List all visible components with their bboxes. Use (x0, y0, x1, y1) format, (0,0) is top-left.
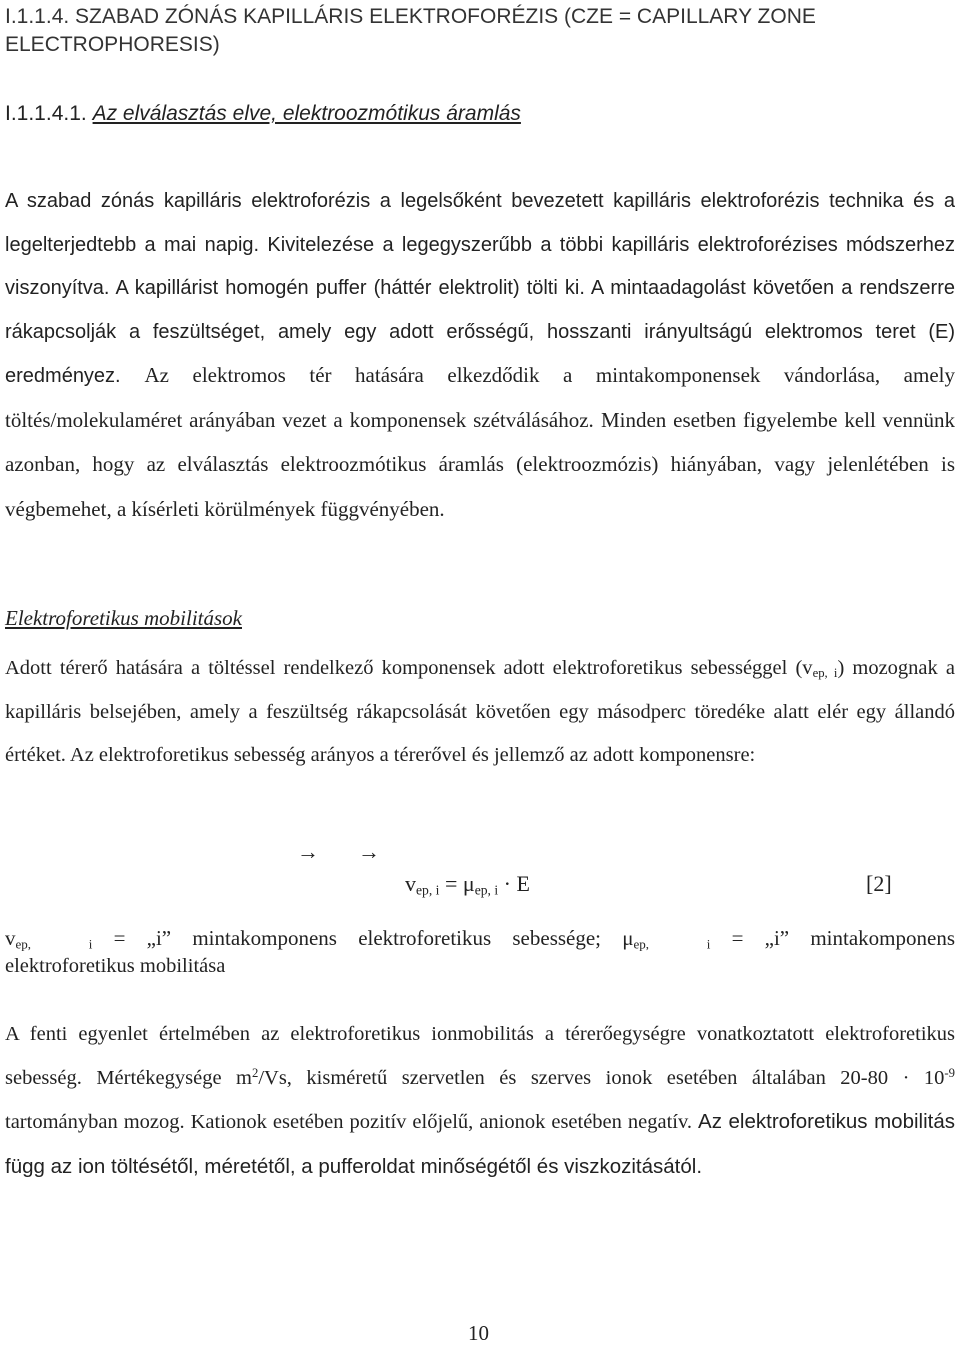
equation-dot-e: · E (498, 871, 530, 896)
subsection-number: I.1.1.4.1. (5, 102, 87, 125)
ion-mobility-text-c: tartományban mozog. Kationok esetében pozitív előjelű, anionok esetében negatív. (5, 1111, 693, 1133)
paragraph-principle-part3: Minden esetben figyelembe kell vennünk azonban, hogy az elválasztás elektroozmótikus áramlás (elektroozmózis) hiányában, vagy jelenlétében is végbemehet, a kísérleti körülmények függvényében. (5, 407, 955, 521)
subsection-heading (5, 100, 945, 128)
paragraph-ion-mobility (5, 1013, 955, 1189)
range-exponent: -9 (944, 1065, 955, 1080)
page-number: 10 (468, 1321, 489, 1345)
paragraph-velocity (5, 647, 955, 778)
vector-arrow-e: → (358, 839, 380, 864)
velocity-subscript: ep, i (812, 666, 838, 681)
paragraph-principle-part2: Az elektromos tér hatására elkezdődik a mintakomponensek vándorlása, amely töltés/molekulaméret arányában vezet a komponensek szétválásához. (5, 363, 955, 432)
paragraph-principle (5, 180, 955, 532)
def-mu-subscript: ep, i (633, 936, 711, 952)
vector-arrow-v: → (297, 839, 319, 864)
ion-mobility-text-b: /Vs, kisméretű szervetlen és szerves ionok esetében általában 20-80 · 10 (258, 1066, 945, 1089)
velocity-text-c: Az elektroforetikus sebesség arányos a térerővel és jellemző az adott komponensre: (69, 744, 756, 766)
equation (405, 870, 530, 898)
section-heading: I.1.1.4. SZABAD ZÓNÁS KAPILLÁRIS ELEKTROFORÉZIS (CZE = CAPILLARY ZONE ELECTROPHORESIS) (5, 5, 816, 56)
velocity-text-a: Adott térerő hatására a töltéssel rendelkező komponensek adott elektroforetikus sebességgel (v (5, 657, 813, 679)
def-v-text: = „i” mintakomponens elektroforetikus sebessége; (92, 926, 623, 950)
def-v-subscript: ep, i (15, 936, 93, 952)
equation-mu: μ (462, 871, 475, 896)
ion-mobility-text-d: Az elektroforetikus mobilitás függ az ion töltésétől, méretétől, a pufferoldat minőségétől és viszkozitásától. (5, 1110, 955, 1178)
definitions-line (5, 924, 955, 952)
equation-v-subscript: ep, i (416, 882, 440, 898)
velocity-text-b: ) mozognak a kapilláris belsejében, amely a feszültség rákapcsolását követően egy másodperc töredéke alatt elér egy állandó értéket. (5, 657, 955, 766)
def-mu-text: = „i” mintakomponens (710, 926, 955, 950)
definitions-line-2: elektroforetikus mobilitása (5, 955, 226, 977)
paragraph-principle-part1: A szabad zónás kapilláris elektroforézis a legelsőként bevezetett kapilláris elektroforézis technika és a legelterjedtebb a mai napig. Kivitelezése a legegyszerűbb a többi kapilláris elektroforézises módszerhez viszonyítva. A kapillárist homogén puffer (háttér elektrolit) tölti ki. A mintaadagolást követően a rendszerre rákapcsolják a feszültséget, amely egy adott erősségű, hosszanti irányultságú elektromos teret (E) eredményez. (5, 190, 955, 387)
equation-equals: = (439, 871, 463, 896)
equation-mu-subscript: ep, i (474, 882, 499, 898)
unit-exponent: 2 (251, 1065, 259, 1080)
ion-mobility-text-a: A fenti egyenlet értelmében az elektroforetikus ionmobilitás a térerőegységre vonatkoztatott elektroforetikus sebesség. Mértékegysége m (5, 1023, 955, 1089)
mobility-subheading: Elektroforetikus mobilitások (5, 606, 242, 630)
equation-number: [2] (866, 871, 892, 896)
equation-v: v (405, 871, 416, 896)
def-v: v (5, 926, 16, 950)
subsection-title: Az elválasztás elve, elektroozmótikus áramlás (92, 102, 521, 125)
def-mu: μ (622, 926, 634, 950)
